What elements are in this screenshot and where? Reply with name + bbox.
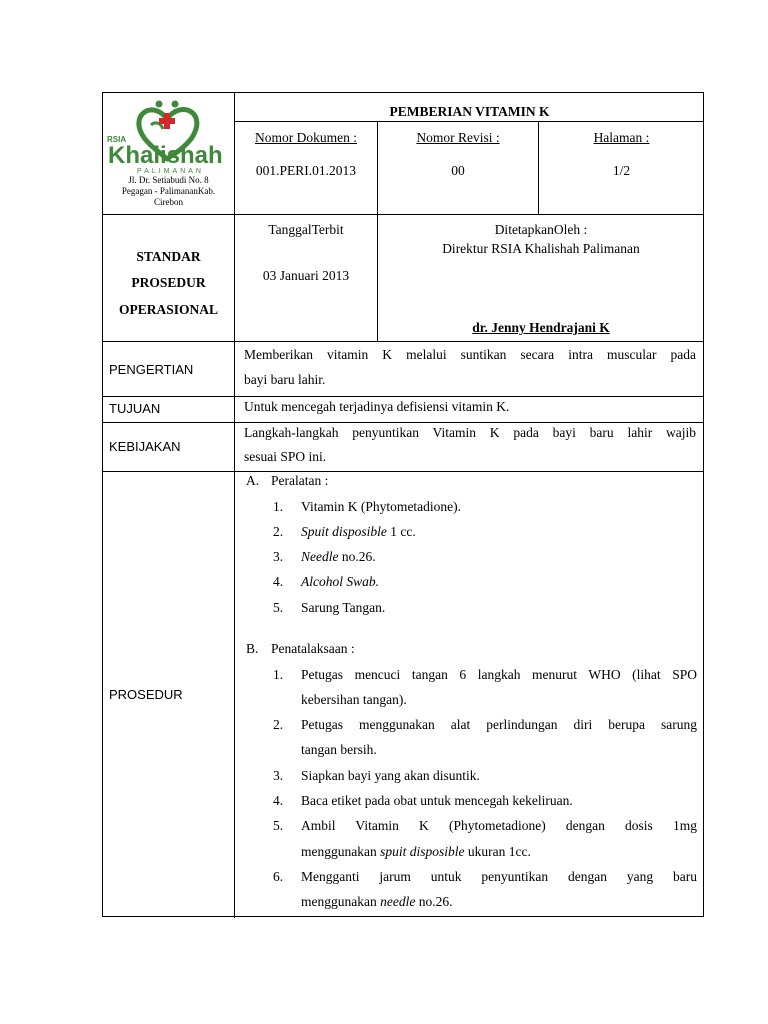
issue-date: 03 Januari 2013 [262, 268, 350, 283]
list-number: 4. [273, 574, 284, 589]
pengertian-label: PENGERTIAN [109, 362, 194, 377]
prosedur-label: PROSEDUR [109, 687, 183, 702]
list-item: Petugas mencuci tangan 6 langkah menurut WHO (lihat SPO [301, 667, 697, 682]
spo-label-line: PROSEDUR [131, 275, 206, 290]
logo-name: Khalishah [108, 142, 223, 169]
list-item: Sarung Tangan. [301, 600, 386, 615]
spo-label-line: OPERASIONAL [118, 302, 218, 317]
list-item: Spuit disposible 1 cc. [301, 524, 416, 539]
pengertian-line: Memberikan vitamin K melalui suntikan secara intra muscular pada [244, 347, 696, 362]
list-number: 6. [273, 869, 284, 884]
row-divider [103, 341, 704, 342]
row-divider [103, 214, 704, 215]
pengertian-line: bayi baru lahir. [244, 372, 326, 387]
kebijakan-line: sesuai SPO ini. [244, 449, 327, 464]
revision-number: 00 [451, 163, 465, 178]
list-item-cont: tangan bersih. [301, 742, 377, 757]
approved-label: DitetapkanOleh : [494, 222, 588, 237]
logo-prefix: RSIA [107, 135, 127, 144]
list-number: 4. [273, 793, 284, 808]
list-item: Ambil Vitamin K (Phytometadione) dengan dosis 1mg [301, 818, 697, 833]
spo-label-line: STANDAR [136, 249, 201, 264]
revision-label: Nomor Revisi : [416, 130, 500, 145]
kebijakan-label: KEBIJAKAN [109, 439, 181, 454]
hospital-logo [105, 93, 233, 173]
section-b-title: Penatalaksaan : [271, 641, 355, 656]
tujuan-text: Untuk mencegah terjadinya defisiensi vitamin K. [244, 399, 510, 414]
document-title: PEMBERIAN VITAMIN K [389, 104, 550, 119]
list-item: Siapkan bayi yang akan disuntik. [301, 768, 480, 783]
list-number: 2. [273, 717, 284, 732]
section-a-title: Peralatan : [271, 473, 329, 488]
list-number: 5. [273, 600, 284, 615]
list-number: 3. [273, 768, 284, 783]
column-divider [234, 93, 235, 918]
page-number: 1/2 [612, 163, 631, 178]
tujuan-label: TUJUAN [109, 401, 161, 416]
issue-date-label: TanggalTerbit [268, 222, 344, 237]
section-b-marker: B. [246, 641, 259, 656]
row-divider [103, 471, 704, 472]
list-item: Baca etiket pada obat untuk mencegah kekeliruan. [301, 793, 573, 808]
list-item: Vitamin K (Phytometadione). [301, 499, 462, 514]
list-number: 2. [273, 524, 284, 539]
list-item: Petugas menggunakan alat perlindungan diri berupa sarung [301, 717, 697, 732]
row-divider [103, 422, 704, 423]
list-number: 5. [273, 818, 284, 833]
list-item-cont: menggunakan needle no.26. [301, 894, 453, 909]
doc-number: 001.PERI.01.2013 [255, 163, 357, 178]
doc-number-label: Nomor Dokumen : [255, 130, 357, 145]
list-item-cont: kebersihan tangan). [301, 692, 407, 707]
row-divider [103, 396, 704, 397]
list-number: 3. [273, 549, 284, 564]
row-divider [234, 121, 704, 122]
list-number: 1. [273, 667, 284, 682]
logo-sub: PALIMANAN [137, 168, 204, 173]
list-number: 1. [273, 499, 284, 514]
kebijakan-line: Langkah-langkah penyuntikan Vitamin K pada bayi baru lahir wajib [244, 425, 696, 440]
list-item: Mengganti jarum untuk penyuntikan dengan yang baru [301, 869, 697, 884]
spo-document-table [102, 92, 704, 917]
list-item: Needle no.26. [301, 549, 376, 564]
hospital-address: Jl. Dr. Setiabudi No. 8 Pegagan - PalimananKab. Cirebon [121, 175, 216, 207]
list-item-cont: menggunakan spuit disposible ukuran 1cc. [301, 844, 531, 859]
page-label: Halaman : [593, 130, 650, 145]
list-item: Alcohol Swab. [301, 574, 379, 589]
approved-by: Direktur RSIA Khalishah Palimanan [442, 241, 640, 256]
section-a-marker: A. [246, 473, 260, 488]
signer-name: dr. Jenny Hendrajani K [472, 320, 610, 335]
